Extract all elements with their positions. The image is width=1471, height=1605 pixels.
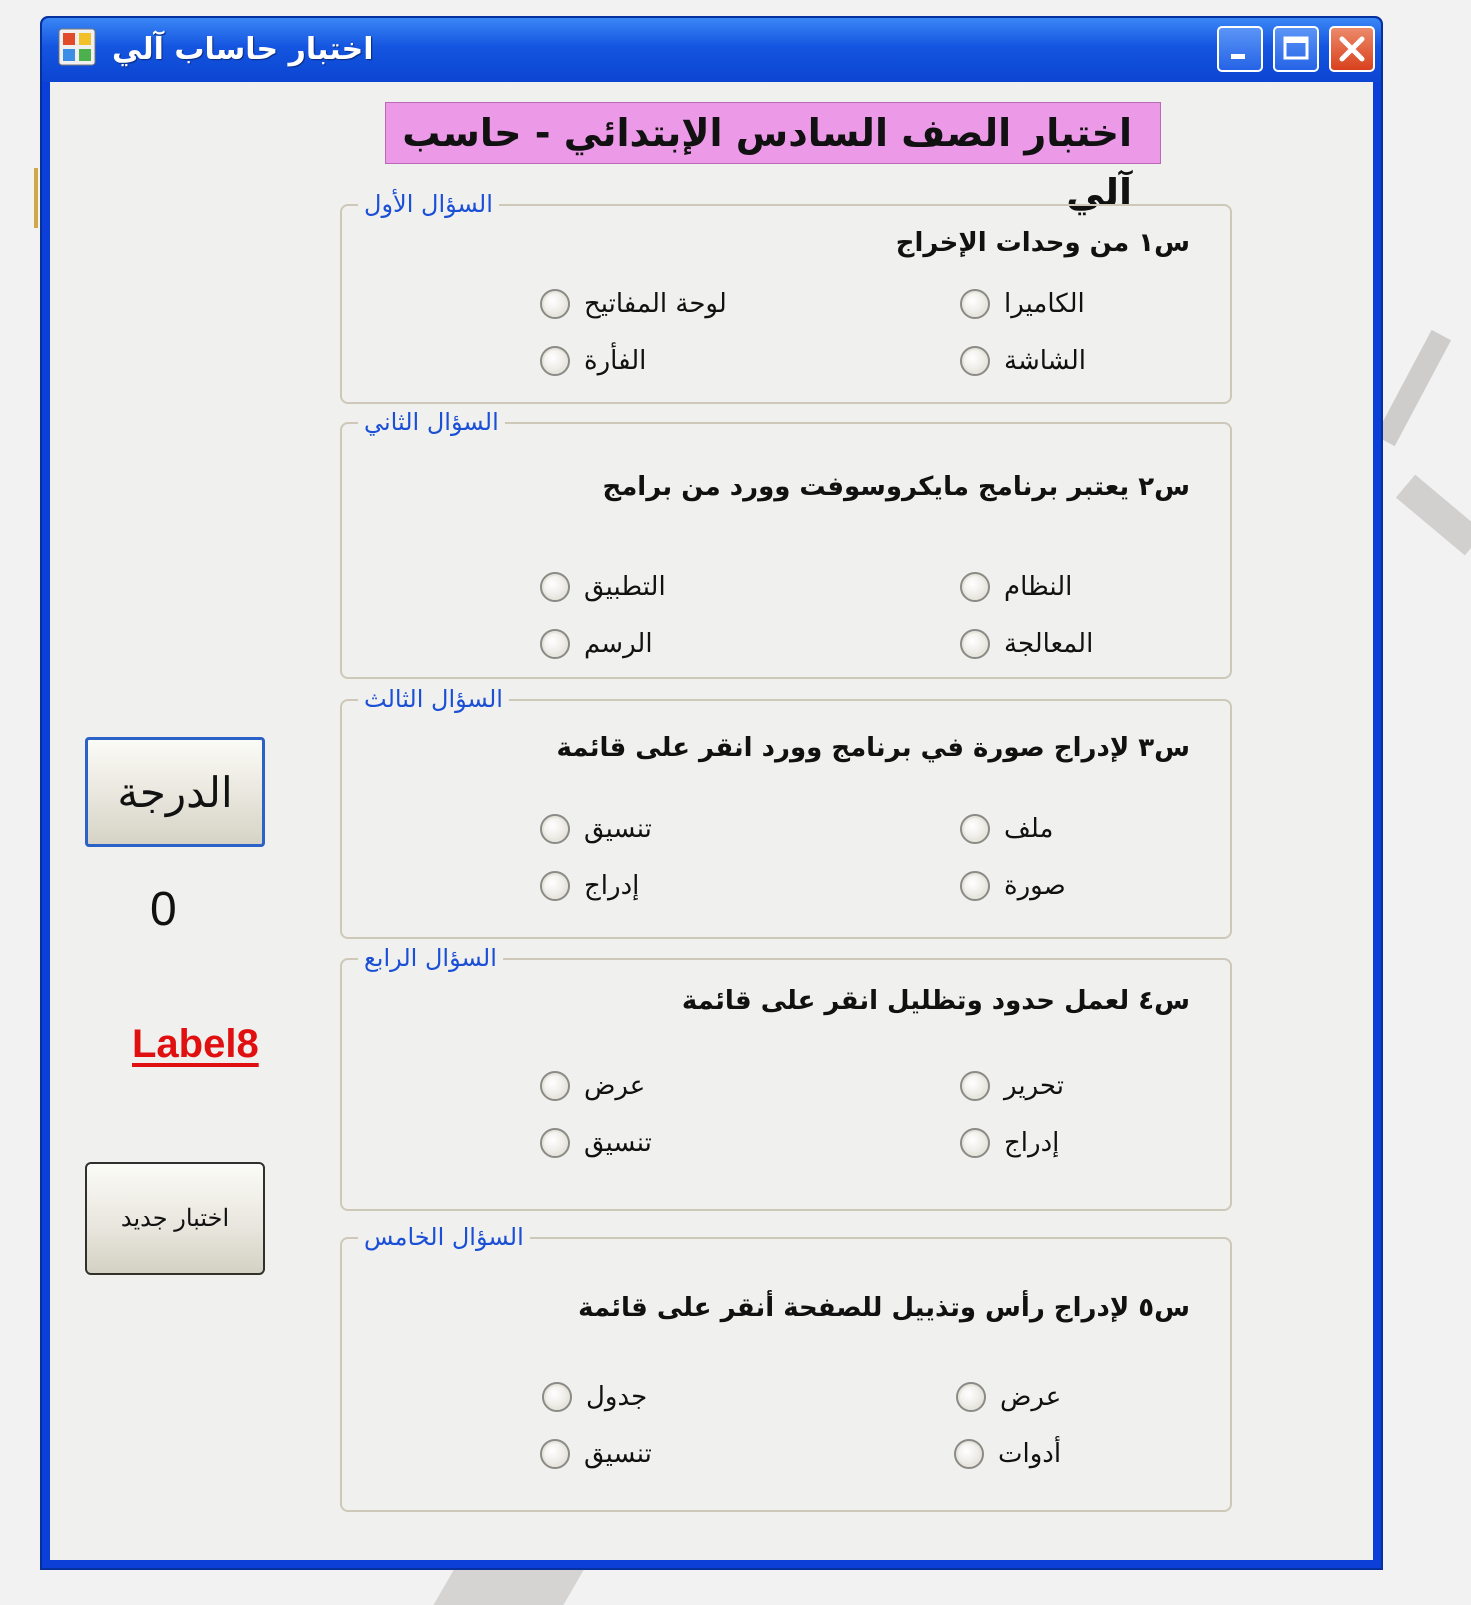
radio-button[interactable] — [960, 572, 990, 602]
question-text: س١ من وحدات الإخراج — [895, 228, 1190, 258]
option-radio[interactable] — [540, 286, 727, 322]
option-radio[interactable] — [540, 1436, 652, 1472]
background-decoration — [1375, 330, 1451, 446]
form-client-area — [50, 82, 1373, 1560]
option-label: النظام — [1004, 572, 1073, 602]
option-label: صورة — [1004, 871, 1066, 901]
question-group-5 — [340, 1223, 1232, 1512]
option-radio[interactable] — [960, 626, 1093, 662]
option-label: الكاميرا — [1004, 289, 1085, 319]
close-button[interactable] — [1329, 26, 1375, 72]
radio-button[interactable] — [540, 871, 570, 901]
option-radio[interactable] — [960, 1068, 1064, 1104]
close-icon — [1331, 28, 1373, 70]
question-text: س٤ لعمل حدود وتظليل انقر على قائمة — [681, 986, 1190, 1016]
option-label: تحرير — [1004, 1071, 1064, 1101]
option-radio[interactable] — [540, 1125, 652, 1161]
group-label: السؤال الأول — [358, 190, 499, 218]
group-label: السؤال الثاني — [358, 408, 505, 436]
minimize-icon — [1219, 28, 1261, 70]
radio-button[interactable] — [540, 629, 570, 659]
option-radio[interactable] — [540, 343, 646, 379]
radio-button[interactable] — [960, 814, 990, 844]
option-label: الشاشة — [1004, 346, 1086, 376]
option-label: التطبيق — [584, 572, 666, 602]
option-label: لوحة المفاتيح — [584, 289, 727, 319]
option-label: ملف — [1004, 814, 1054, 844]
question-text: س٣ لإدراج صورة في برنامج وورد انقر على قائمة — [556, 733, 1190, 763]
background-decoration — [1396, 475, 1471, 556]
background-decoration — [433, 1565, 586, 1605]
option-radio[interactable] — [960, 1125, 1059, 1161]
question-text: س٢ يعتبر برنامج مايكروسوفت وورد من برامج — [602, 472, 1190, 502]
option-radio[interactable] — [542, 1379, 647, 1415]
option-radio[interactable] — [960, 286, 1085, 322]
option-radio[interactable] — [540, 1068, 645, 1104]
radio-button[interactable] — [540, 814, 570, 844]
option-label: جدول — [586, 1382, 648, 1412]
option-label: أدوات — [998, 1439, 1062, 1469]
radio-button[interactable] — [540, 1071, 570, 1101]
maximize-button[interactable] — [1273, 26, 1319, 72]
option-radio[interactable] — [960, 569, 1072, 605]
option-label: إدراج — [1004, 1128, 1060, 1158]
option-label: الفأرة — [584, 346, 647, 376]
score-value: 0 — [150, 883, 177, 936]
option-radio[interactable] — [540, 868, 639, 904]
question-text: س٥ لإدراج رأس وتذييل للصفحة أنقر على قائمة — [578, 1293, 1190, 1323]
radio-button[interactable] — [540, 1128, 570, 1158]
page-title: اختبار الصف السادس الإبتدائي - حاسب آلي — [385, 102, 1161, 164]
question-group-1 — [340, 190, 1232, 404]
option-radio[interactable] — [954, 1436, 1061, 1472]
radio-button[interactable] — [540, 289, 570, 319]
radio-button[interactable] — [960, 1071, 990, 1101]
radio-button[interactable] — [960, 289, 990, 319]
result-label: Label8 — [132, 1022, 259, 1066]
title-bar[interactable] — [42, 18, 1381, 82]
question-group-3 — [340, 685, 1232, 939]
app-icon — [58, 28, 96, 66]
radio-button[interactable] — [960, 346, 990, 376]
option-radio[interactable] — [540, 811, 652, 847]
option-label: تنسيق — [584, 1439, 652, 1469]
radio-button[interactable] — [540, 346, 570, 376]
radio-button[interactable] — [540, 1439, 570, 1469]
option-radio[interactable] — [540, 626, 653, 662]
option-label: تنسيق — [584, 814, 652, 844]
group-label: السؤال الخامس — [358, 1223, 530, 1251]
option-label: إدراج — [584, 871, 640, 901]
option-label: الرسم — [584, 629, 653, 659]
option-label: المعالجة — [1004, 629, 1094, 659]
new-test-button[interactable]: اختبار جديد — [85, 1162, 265, 1275]
radio-button[interactable] — [956, 1382, 986, 1412]
option-radio[interactable] — [960, 811, 1053, 847]
background-decoration — [34, 168, 38, 228]
minimize-button[interactable] — [1217, 26, 1263, 72]
app-window — [40, 16, 1383, 1570]
radio-button[interactable] — [960, 1128, 990, 1158]
window-title: اختبار حاساب آلي — [112, 32, 374, 67]
group-label: السؤال الرابع — [358, 944, 503, 972]
radio-button[interactable] — [542, 1382, 572, 1412]
option-radio[interactable] — [540, 569, 666, 605]
option-radio[interactable] — [956, 1379, 1061, 1415]
option-label: عرض — [1000, 1382, 1062, 1412]
radio-button[interactable] — [960, 629, 990, 659]
option-radio[interactable] — [960, 868, 1066, 904]
radio-button[interactable] — [960, 871, 990, 901]
option-label: تنسيق — [584, 1128, 652, 1158]
option-radio[interactable] — [960, 343, 1086, 379]
question-group-2 — [340, 408, 1232, 679]
option-label: عرض — [584, 1071, 646, 1101]
radio-button[interactable] — [954, 1439, 984, 1469]
score-button[interactable]: الدرجة — [85, 737, 265, 847]
maximize-icon — [1275, 28, 1317, 70]
group-label: السؤال الثالث — [358, 685, 509, 713]
question-group-4 — [340, 944, 1232, 1211]
radio-button[interactable] — [540, 572, 570, 602]
